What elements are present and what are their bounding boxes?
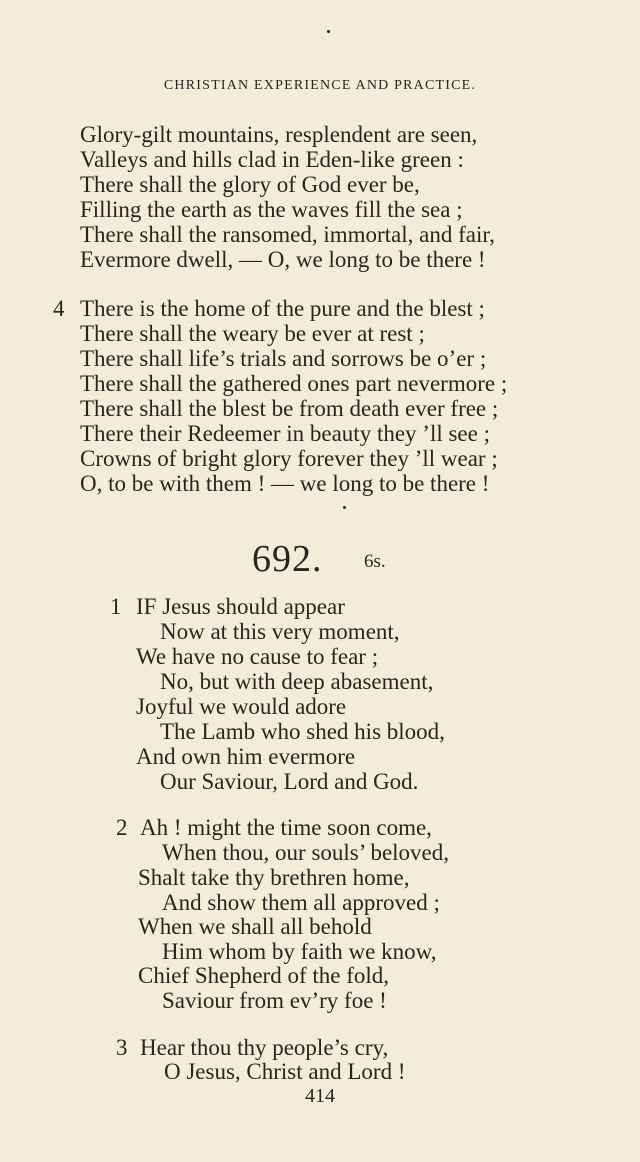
verse-line: Saviour from ev’ry foe !	[162, 988, 387, 1013]
verse-line: The Lamb who shed his blood,	[160, 719, 445, 744]
verse-number: 1	[110, 594, 122, 619]
verse-line: O Jesus, Christ and Lord !	[164, 1059, 406, 1084]
print-mark	[327, 30, 330, 33]
verse-line: Shalt take thy brethren home,	[138, 865, 410, 890]
verse-line: And own him evermore	[136, 744, 356, 769]
print-mark	[343, 506, 346, 509]
verse-line: When we shall all behold	[138, 914, 372, 939]
continuation-line: There shall the glory of God ever be,	[80, 172, 420, 197]
verse-line: Him whom by faith we know,	[162, 939, 437, 964]
hymn-number: 692.	[252, 538, 323, 580]
verse-line: We have no cause to fear ;	[136, 644, 379, 669]
verse-line: No, but with deep abasement,	[160, 669, 434, 694]
continuation-line: Filling the earth as the waves fill the sea ;	[80, 197, 463, 222]
verse-line: Ah ! might the time soon come,	[140, 815, 432, 840]
verse-line: Joyful we would adore	[136, 694, 347, 719]
verse-line: There their Redeemer in beauty they ’ll see ;	[80, 421, 490, 446]
verse-line: There shall life’s trials and sorrows be o’er ;	[80, 346, 487, 371]
continuation-line: Glory-gilt mountains, resplendent are seen,	[80, 122, 478, 147]
verse-line: There shall the gathered ones part nevermore ;	[80, 371, 508, 396]
verse-number: 2	[116, 815, 128, 840]
continuation-line: Valleys and hills clad in Eden-like green :	[80, 147, 464, 172]
verse-line: When thou, our souls’ beloved,	[162, 840, 450, 865]
verse-line: IF Jesus should appear	[136, 594, 345, 619]
verse-line: There shall the blest be from death ever free ;	[80, 396, 499, 421]
verse-line: Our Saviour, Lord and God.	[160, 769, 419, 794]
verse-line: There is the home of the pure and the blest ;	[80, 296, 485, 321]
hymn-meter: 6s.	[364, 551, 386, 572]
verse-line: There shall the weary be ever at rest ;	[80, 321, 425, 346]
running-header: CHRISTIAN EXPERIENCE AND PRACTICE.	[163, 78, 477, 93]
continuation-line: There shall the ransomed, immortal, and fair,	[80, 222, 495, 247]
verse-line: Now at this very moment,	[160, 619, 400, 644]
page-number: 414	[305, 1085, 335, 1107]
verse-line: Chief Shepherd of the fold,	[138, 963, 390, 988]
verse-line: Hear thou thy people’s cry,	[140, 1035, 389, 1060]
verse-number: 3	[116, 1035, 128, 1060]
continuation-line: Evermore dwell, — O, we long to be there !	[80, 247, 486, 272]
verse-line: And show them all approved ;	[162, 890, 440, 915]
verse-number: 4	[53, 296, 65, 321]
verse-line: O, to be with them ! — we long to be there !	[80, 471, 490, 496]
verse-line: Crowns of bright glory forever they ’ll wear ;	[80, 446, 498, 471]
